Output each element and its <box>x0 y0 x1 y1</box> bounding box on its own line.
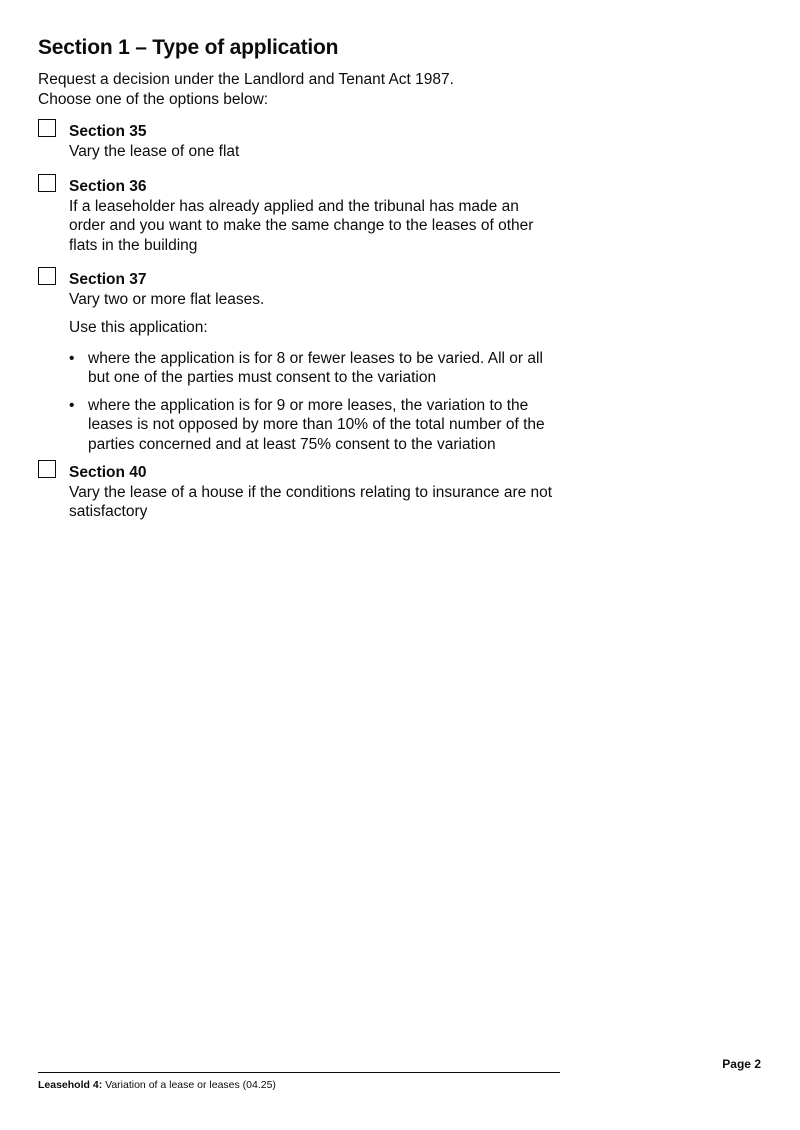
option-description: Vary the lease of a house if the conditions relating to insurance are not satisfactory <box>69 483 553 520</box>
section-36-checkbox[interactable] <box>38 174 56 192</box>
footer-divider <box>38 1072 560 1073</box>
section-40-checkbox[interactable] <box>38 460 56 478</box>
option-title: Section 35 <box>69 123 147 140</box>
footer-form-reference <box>38 1079 276 1092</box>
bullet-item <box>69 349 564 388</box>
option-description: Vary two or more flat leases. <box>69 290 265 308</box>
intro-instruction: Choose one of the options below: <box>38 91 269 108</box>
intro-line: Request a decision under the Landlord and Tenant Act 1987. <box>38 71 454 88</box>
option-title: Section 36 <box>69 178 147 195</box>
bullet-icon: • <box>69 396 75 414</box>
option-description: Vary the lease of one flat <box>69 142 240 160</box>
option-title: Section 37 <box>69 271 147 288</box>
option-instruction: Use this application: <box>69 319 208 336</box>
footer-form-description: Variation of a lease or leases (04.25) <box>105 1079 276 1091</box>
footer-form-name: Leasehold 4: <box>38 1079 103 1091</box>
section-heading: Section 1 – Type of application <box>38 36 339 59</box>
bullet-text: where the application is for 8 or fewer leases to be varied. All or all but one of the parties must consent to the variation <box>88 349 543 386</box>
bullet-text: where the application is for 9 or more leases, the variation to the leases is not opposed by more than 10% of the total number of the parties concerned and at least 75% consent to the variation <box>88 396 545 453</box>
page-number: Page 2 <box>722 1057 761 1071</box>
bullet-item <box>69 396 564 455</box>
option-section-36 <box>38 174 578 255</box>
option-section-37 <box>38 267 578 462</box>
section-37-checkbox[interactable] <box>38 267 56 285</box>
intro-text <box>38 70 598 110</box>
option-section-35 <box>38 119 578 161</box>
bullet-list <box>69 349 564 455</box>
section-35-checkbox[interactable] <box>38 119 56 137</box>
option-section-40 <box>38 460 578 522</box>
option-description: If a leaseholder has already applied and the tribunal has made an order and you want to make the same change to the leases of other flats in the building <box>69 197 534 254</box>
option-title: Section 40 <box>69 464 147 481</box>
bullet-icon: • <box>69 349 75 367</box>
